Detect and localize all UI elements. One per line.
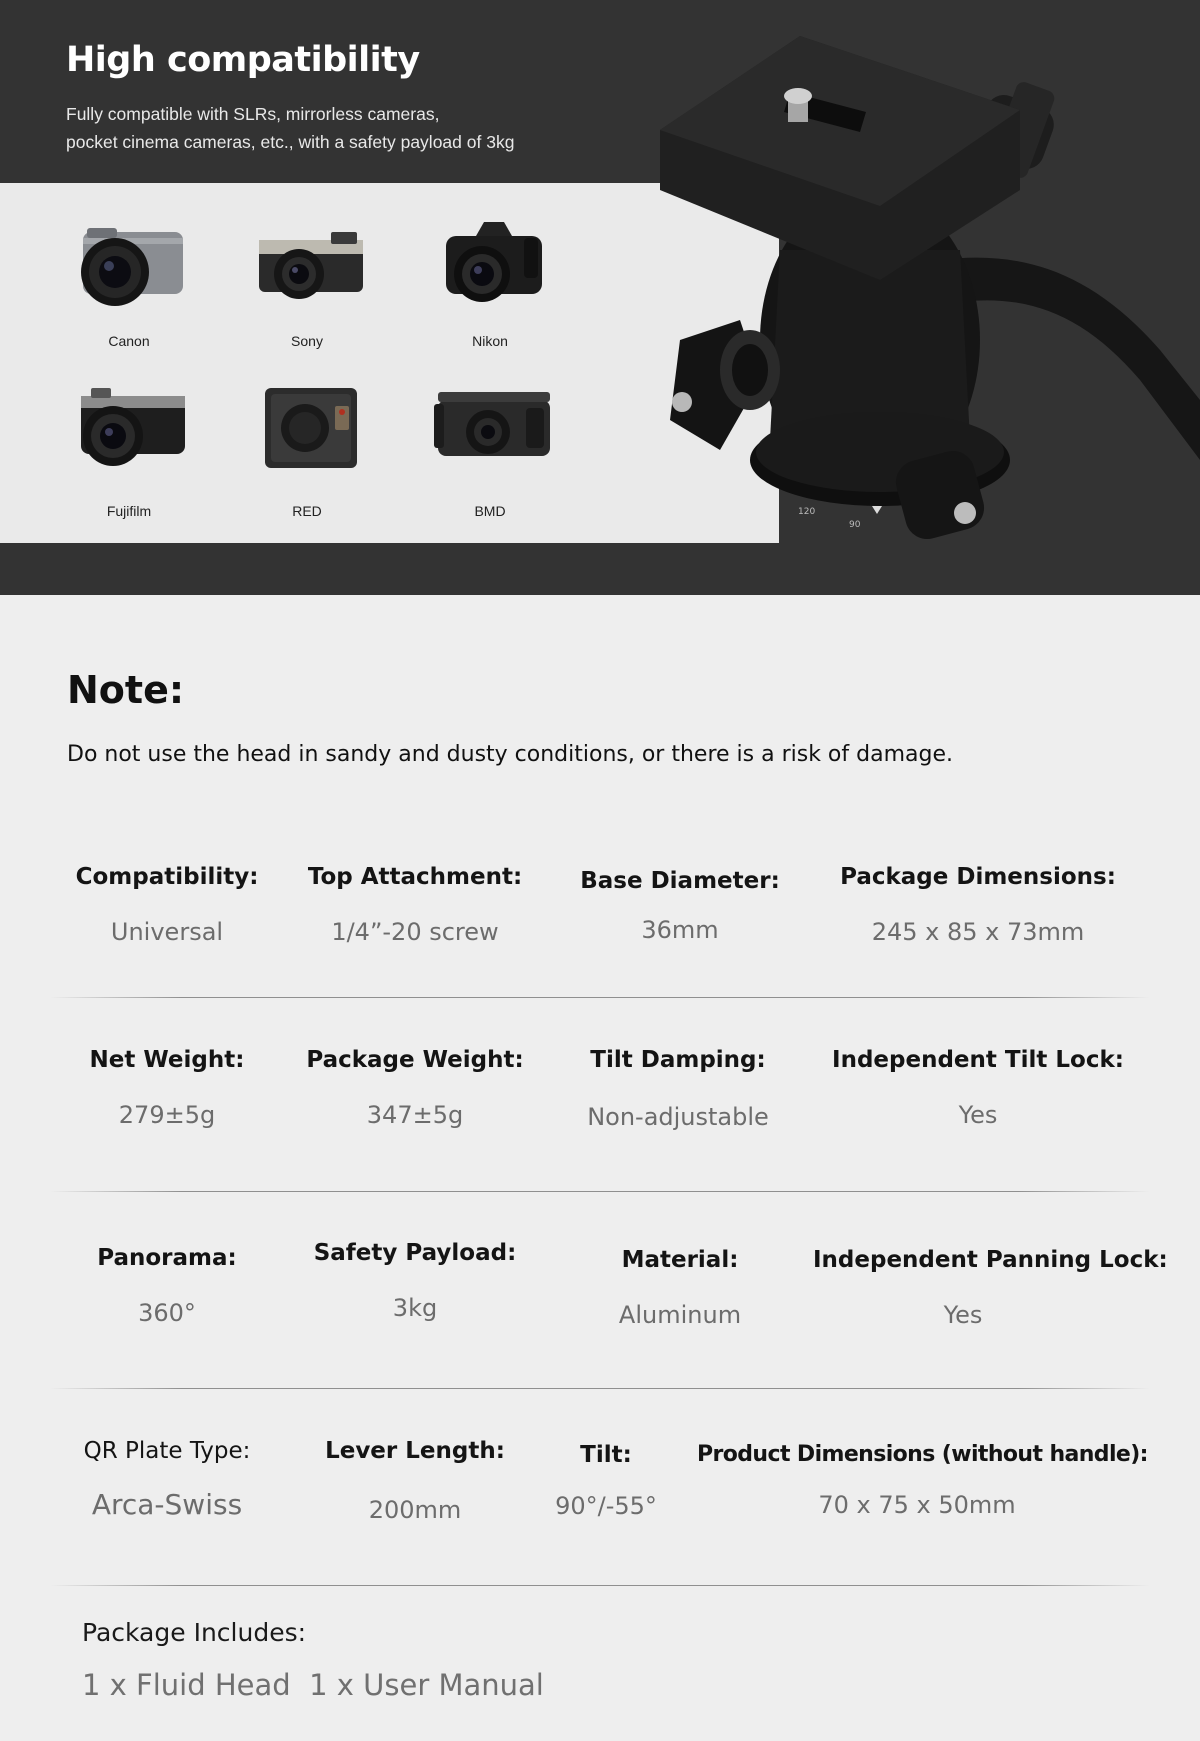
camera-fujifilm	[59, 378, 199, 538]
spec-label: Safety Payload:	[313, 1240, 517, 1266]
hero-subtitle	[66, 100, 586, 156]
spec-value: 279±5g	[118, 1101, 216, 1129]
spec-value: Yes	[943, 1301, 983, 1329]
camera-label-canon: Canon	[108, 333, 150, 349]
canon-camera-image	[69, 218, 189, 318]
camera-red	[237, 378, 377, 538]
spec-label: Independent Panning Lock:	[813, 1247, 1168, 1273]
spec-value: Aluminum	[618, 1301, 742, 1329]
spec-label: Compatibility:	[75, 864, 259, 890]
divider	[50, 1585, 1150, 1586]
spec-label: Net Weight:	[89, 1047, 245, 1073]
hero-subtitle-line-1: Fully compatible with SLRs, mirrorless cameras,	[66, 104, 440, 124]
bmd-camera-image	[430, 378, 550, 478]
spec-label: Product Dimensions (without handle):	[697, 1442, 1148, 1467]
spec-value: 1/4”-20 screw	[331, 918, 499, 946]
spec-label: Tilt:	[580, 1442, 632, 1468]
hero-title: High compatibility	[66, 40, 420, 80]
nikon-camera-image	[430, 218, 550, 318]
fluid-head-product-image	[640, 20, 1200, 580]
spec-value: Arca-Swiss	[91, 1488, 243, 1521]
spec-value: 70 x 75 x 50mm	[818, 1491, 1016, 1519]
divider	[50, 1191, 1150, 1192]
spec-top-attachment	[265, 864, 565, 946]
camera-bmd	[420, 378, 560, 538]
spec-value: 200mm	[368, 1496, 462, 1524]
spec-label: QR Plate Type:	[83, 1438, 251, 1464]
spec-value: Yes	[958, 1101, 998, 1129]
spec-label: Lever Length:	[325, 1438, 505, 1464]
camera-label-nikon: Nikon	[472, 333, 508, 349]
camera-canon	[59, 218, 199, 378]
note-title: Note:	[67, 668, 185, 712]
package-includes-value: 1 x Fluid Head 1 x User Manual	[82, 1668, 544, 1702]
spec-label: Material:	[621, 1247, 739, 1273]
fujifilm-camera-image	[69, 378, 189, 478]
spec-label: Top Attachment:	[307, 864, 523, 890]
package-includes-label: Package Includes:	[82, 1618, 307, 1647]
divider	[50, 1388, 1150, 1389]
scale-mark-90: 90	[849, 520, 861, 530]
camera-sony	[237, 218, 377, 378]
hero-subtitle-line-2: pocket cinema cameras, etc., with a safety payload of 3kg	[66, 132, 515, 152]
scale-mark-120: 120	[798, 507, 816, 517]
divider	[50, 997, 1150, 998]
camera-label-sony: Sony	[291, 333, 323, 349]
sony-camera-image	[247, 218, 367, 318]
spec-value: 36mm	[641, 916, 719, 944]
hero-banner	[0, 0, 1200, 595]
spec-label: Independent Tilt Lock:	[832, 1047, 1124, 1073]
spec-product-dimensions	[697, 1442, 1148, 1519]
spec-label: Tilt Damping:	[590, 1047, 766, 1073]
spec-value: Universal	[110, 918, 224, 946]
camera-nikon	[420, 218, 560, 378]
camera-label-red: RED	[292, 503, 322, 519]
spec-safety-payload	[265, 1240, 565, 1322]
pan-scale-marks	[798, 506, 917, 530]
camera-label-fujifilm: Fujifilm	[106, 503, 152, 519]
spec-tilt-damping	[528, 1047, 828, 1131]
note-text: Do not use the head in sandy and dusty conditions, or there is a risk of damage.	[67, 742, 953, 767]
spec-material	[530, 1247, 830, 1329]
spec-label: Package Dimensions:	[840, 864, 1116, 890]
spec-independent-tilt-lock	[828, 1047, 1128, 1129]
spec-label: Package Weight:	[306, 1047, 524, 1073]
spec-value: 245 x 85 x 73mm	[871, 918, 1085, 946]
spec-value: Non-adjustable	[587, 1103, 769, 1131]
spec-value: 90°/-55°	[555, 1492, 657, 1520]
spec-base-diameter	[530, 868, 830, 944]
spec-label: Panorama:	[97, 1245, 237, 1271]
red-camera-image	[247, 378, 367, 478]
spec-independent-panning-lock	[813, 1247, 1168, 1329]
spec-package-weight	[265, 1047, 565, 1129]
spec-value: 3kg	[392, 1294, 438, 1322]
spec-value: 360°	[138, 1299, 196, 1327]
camera-label-bmd: BMD	[474, 503, 506, 519]
spec-package-dimensions	[828, 864, 1128, 946]
spec-value: 347±5g	[366, 1101, 464, 1129]
spec-label: Base Diameter:	[580, 868, 780, 894]
